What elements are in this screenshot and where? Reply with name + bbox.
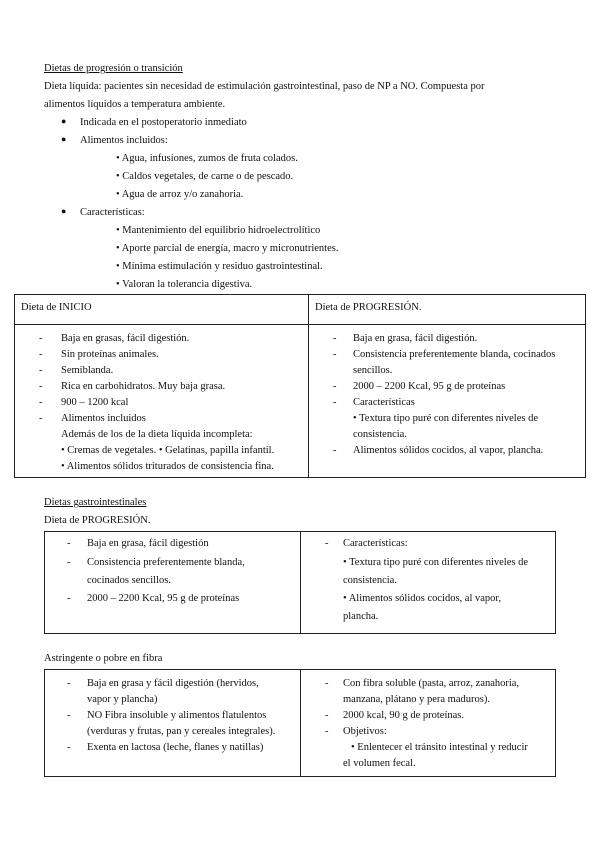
table-inicio-progresion: Dieta de INICIO Dieta de PROGRESIÓN. - Baja en grasas, fácil digestión. - Sin proteínas animales. - Semiblanda. - Rica en carbohidratos. Muy baja grasa. - 900 – 1200 kcal - Alimentos incluidos Además de los de la dieta líquida incompleta: • Cremas de vegetales. • Gelatinas, papilla infantil. • Alimentos sólidos triturados de consistencia fina. - Baja en grasa, fácil digestión. - Consistencia preferentemente blanda, cocinados sencillos. - 2000 – 2200 Kcal, 95 g de proteínas - Características • Textura tipo puré con diferentes niveles de consistencia. - Alimentos sólidos cocidos, al vapor, plancha. <box>14 294 586 478</box>
list-item: Baja en grasa y fácil digestión (hervidos, <box>87 678 259 689</box>
list-item-cont: el volumen fecal. <box>343 758 416 769</box>
bullet-dot: ● <box>61 206 67 216</box>
bullet-dot: ● <box>61 134 67 144</box>
table-progresion-gastro: - Baja en grasa, fácil digestión - Consistencia preferentemente blanda, cocinados sencillos. - 2000 – 2200 Kcal, 95 g de proteínas - Características: • Textura tipo puré con diferentes niveles de consistencia. • Alimentos sólidos cocidos, al vapor, plancha. <box>44 531 556 634</box>
list-item: NO Fibra insoluble y alimentos flatulentos <box>87 710 267 721</box>
list-item-cont: vapor y plancha) <box>87 694 158 705</box>
list-item: Baja en grasa, fácil digestión. <box>353 333 478 344</box>
list-item: Alimentos incluidos <box>61 413 146 424</box>
sub-item: • Mínima estimulación y residuo gastrointestinal. <box>116 261 323 272</box>
list-item-detail: • Cremas de vegetales. • Gelatinas, papilla infantil. <box>61 445 275 456</box>
bullet-item: Características: <box>80 207 145 218</box>
list-item: Exenta en lactosa (leche, flanes y natillas) <box>87 742 264 753</box>
bullet-item: Indicada en el postoperatorio inmediato <box>80 117 247 128</box>
list-item: Alimentos sólidos cocidos, al vapor, plancha. <box>353 445 544 456</box>
list-item-cont: manzana, plátano y pera maduros). <box>343 694 490 705</box>
sub-item: • Valoran la tolerancia digestiva. <box>116 279 253 290</box>
list-item-cont: sencillos. <box>353 365 393 376</box>
header-dieta-progresion: Dieta de PROGRESIÓN. <box>315 302 422 313</box>
section-title-gastrointestinales: Dietas gastrointestinales <box>44 497 147 508</box>
list-item: Semiblanda. <box>61 365 114 376</box>
list-item: Sin proteínas animales. <box>61 349 159 360</box>
list-item-detail: • Alimentos sólidos triturados de consistencia fina. <box>61 461 274 472</box>
sub-item: • Caldos vegetales, de carne o de pescado. <box>116 171 294 182</box>
list-item: 900 – 1200 kcal <box>61 397 129 408</box>
list-item: Características <box>353 397 415 408</box>
list-item: Rica en carbohidratos. Muy baja grasa. <box>61 381 226 392</box>
section-subtitle: Dieta de PROGRESIÓN. <box>44 515 151 526</box>
sub-item: • Agua, infusiones, zumos de fruta colados. <box>116 153 298 164</box>
bullet-item: Alimentos incluidos: <box>80 135 168 146</box>
list-item-detail: Además de los de la dieta líquida incompleta: <box>61 429 253 440</box>
table-header-divider <box>15 324 585 325</box>
section-title-progresion: Dietas de progresión o transición <box>44 63 183 74</box>
list-item: Con fibra soluble (pasta, arroz, zanahoria, <box>343 678 520 689</box>
list-item: Objetivos: <box>343 726 387 737</box>
list-item: Baja en grasa, fácil digestión <box>87 538 209 549</box>
intro-text-line-2: alimentos líquidos a temperatura ambiente. <box>44 99 226 110</box>
list-item-cont: cocinados sencillos. <box>87 575 171 586</box>
section-title-astringente: Astringente o pobre en fibra <box>44 653 163 664</box>
header-dieta-inicio: Dieta de INICIO <box>21 302 92 313</box>
list-item-cont: consistencia. <box>353 429 407 440</box>
list-item: 2000 – 2200 Kcal, 95 g de proteínas <box>87 593 240 604</box>
list-item-detail: • Textura tipo puré con diferentes niveles de <box>343 557 528 568</box>
table-divider <box>308 295 309 477</box>
list-item: 2000 kcal, 90 g de proteínas. <box>343 710 465 721</box>
list-item: Consistencia preferentemente blanda, cocinados <box>353 349 556 360</box>
list-item-cont: (verduras y frutas, pan y cereales integrales). <box>87 726 276 737</box>
list-item: Consistencia preferentemente blanda, <box>87 557 245 568</box>
intro-text-line-1: Dieta líquida: pacientes sin necesidad de estimulación gastrointestinal, paso de NP a NO. Compuesta por <box>44 81 485 92</box>
list-item: 2000 – 2200 Kcal, 95 g de proteínas <box>353 381 506 392</box>
sub-item: • Mantenimiento del equilibrio hidroelectrolítico <box>116 225 321 236</box>
list-item-cont: plancha. <box>343 611 379 622</box>
sub-item: • Agua de arroz y/o zanahoria. <box>116 189 244 200</box>
list-item-cont: consistencia. <box>343 575 397 586</box>
table-divider <box>300 532 301 633</box>
list-item-detail: • Alimentos sólidos cocidos, al vapor, <box>343 593 502 604</box>
list-item-detail: • Textura tipo puré con diferentes niveles de <box>353 413 538 424</box>
list-item-detail: • Enlentecer el tránsito intestinal y reducir <box>351 742 528 753</box>
table-astringente: - Baja en grasa y fácil digestión (hervidos, vapor y plancha) - NO Fibra insoluble y alimentos flatulentos (verduras y frutas, pan y cereales integrales). - Exenta en lactosa (leche, flanes y natillas) - Con fibra soluble (pasta, arroz, zanahoria, manzana, plátano y pera maduros). - 2000 kcal, 90 g de proteínas. - Objetivos: • Enlentecer el tránsito intestinal y reducir el volumen fecal. <box>44 669 556 777</box>
list-item: Baja en grasas, fácil digestión. <box>61 333 190 344</box>
table-divider <box>300 670 301 776</box>
list-item: Características: <box>343 538 408 549</box>
bullet-dot: ● <box>61 116 67 126</box>
sub-item: • Aporte parcial de energía, macro y micronutrientes. <box>116 243 339 254</box>
